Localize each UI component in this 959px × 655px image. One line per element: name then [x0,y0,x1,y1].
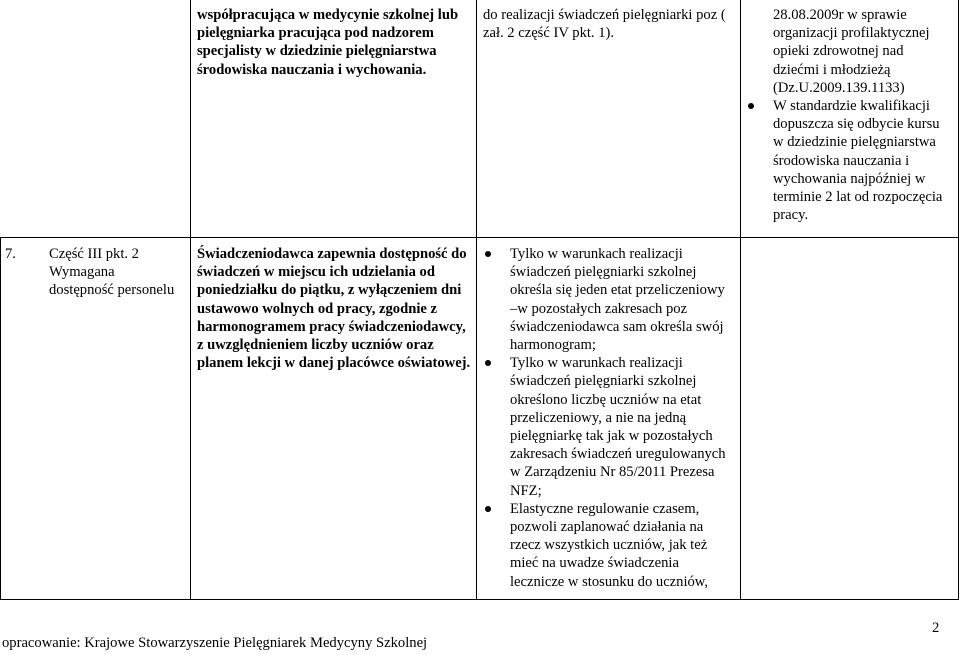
list-item: Tylko w warunkach realizacji świadczeń pielęgniarki szkolnej określa się jeden etat przeliczeniowy –w pozostałych zakresach poz świadczeniodawca sam określa swój harmonogram; [484,245,734,354]
footer-author: opracowanie: Krajowe Stowarzyszenie Pielęgniarek Medycyny Szkolnej [2,635,428,651]
row-comments [484,245,734,591]
row-part-label: Część III pkt. 2 Wymagana dostępność personelu [49,246,175,299]
table-row-divider [0,237,959,238]
top-row-comment-list [747,97,953,224]
bullet-icon [485,506,491,512]
bullet-icon [485,360,491,366]
list-item: Elastyczne regulowanie czasem, pozwoli zaplanować działania na rzecz wszystkich uczniów, jak też mieć na uwadze świadczenia lecznicze w stosunku do uczniów, [484,500,734,591]
row-requirement-text: Świadczeniodawca zapewnia dostępność do świadczeń w miejscu ich udzielania od poniedziałku do piątku, z wyłączeniem dni ustawowo wolnych od pracy, zgodnie z harmonogramem pracy świadczeniodawcy, z uwzględnieniem liczby uczniów oraz planem lekcji w danej placówce oświatowej. [197,246,471,372]
top-row-legal-basis-text: do realizacji świadczeń pielęgniarki poz ( zał. 2 część IV pkt. 1). [483,7,726,42]
table-border-bottom [0,599,959,600]
top-row-comment-intro: 28.08.2009r w sprawie organizacji profilaktycznej opieki zdrowotnej nad dziećmi i młodzieżą (Dz.U.2009.139.1133) [773,7,930,96]
list-item: W standardzie kwalifikacji dopuszcza się odbycie kursu w dziedzinie pielęgniarstwa środowiska nauczania i wychowania najpóźniej w terminie 2 lat od rozpoczęcia pracy. [747,97,953,224]
list-item: Tylko w warunkach realizacji świadczeń pielęgniarki szkolnej określono liczbę uczniów na etat przeliczeniowy, a nie na jedną pielęgniarkę tak jak w pozostałych zakresach świadczeń uregulowanych w Zarządzeniu Nr 85/2011 Prezesa NFZ; [484,354,734,500]
row-number: 7. [5,246,16,262]
bullet-icon [485,251,491,257]
bullet-icon [748,103,754,109]
table-divider-col1 [190,0,191,600]
table-divider-col3 [740,0,741,600]
page-number: 2 [932,620,940,636]
top-row-qualification-text: współpracująca w medycynie szkolnej lub pielęgniarka pracująca pod nadzorem specjalisty w dziedzinie pielęgniarstwa środowiska nauczania i wychowania. [197,7,459,78]
table-border-left [0,238,1,600]
row-comments-list [484,245,734,591]
top-row-comment [747,6,953,224]
table-divider-col2 [476,0,477,600]
